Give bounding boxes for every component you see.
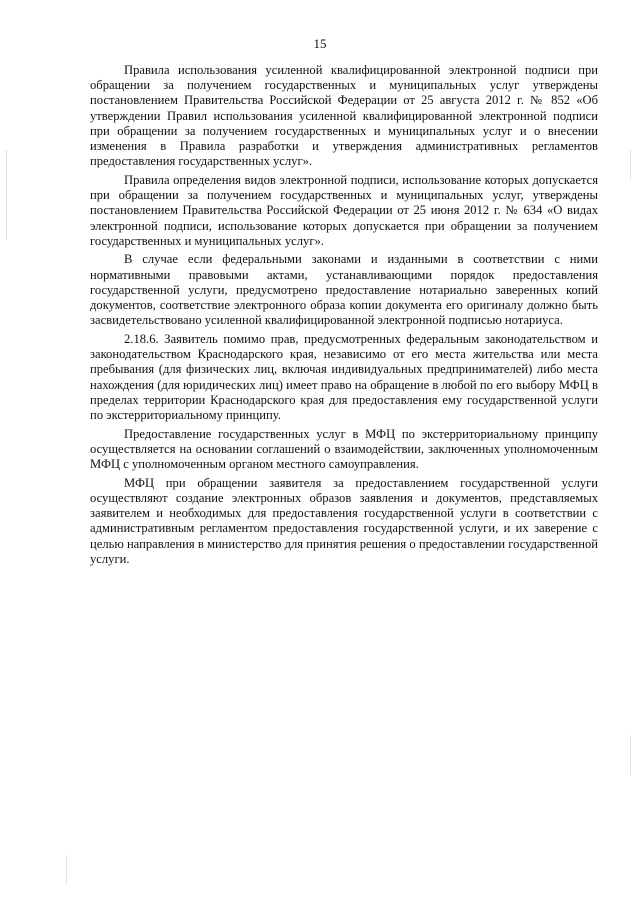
page-number: 15 xyxy=(313,36,327,51)
paragraph-extraterritorial: Предоставление государственных услуг в МФЦ по экстерриториальному принципу осуществляется на основании соглашений о взаимодействии, заключенных уполномоченным МФЦ с уполномоченным органом местного самоуправления. xyxy=(90,426,598,472)
paragraph-mfc-electronic-images: МФЦ при обращении заявителя за предоставлением государственной услуги осуществляют создание электронных образов заявления и документов, представляемых заявителем и необходимых для предоставления государственной услуги в соответствии с административным регламентом предоставления государственной услуги, и их заверение с целью направления в министерство для принятия решения о предоставлении государственной услуги. xyxy=(90,475,598,566)
paragraph-signature-rules: Правила использования усиленной квалифицированной электронной подписи при обращении за получением государственных и муниципальных услуг утверждены постановлением Правительства Российской Федерации от 25 августа 2012 г. № 852 «Об утверждении Правил использования усиленной квалифицированной электронной подписи при обращении за получением государственных и муниципальных услуг и о внесении изменения в Правила разработки и утверждения административных регламентов предоставления государственных услуг». xyxy=(90,63,598,169)
scan-mark-left-lower xyxy=(66,855,67,885)
body-text xyxy=(90,63,598,571)
scan-mark-right-lower xyxy=(630,735,631,775)
scan-mark-left xyxy=(6,150,7,240)
paragraph-applicant-rights: 2.18.6. Заявитель помимо прав, предусмотренных федеральным законодательством и законодательством Краснодарского края, независимо от его места жительства или места пребывания (для физических лиц, включая индивидуальных предпринимателей) либо места нахождения (для юридических лиц) имеет право на обращение в любой по его выбору МФЦ в пределах территории Краснодарского края для предоставления ему государственной услуги по экстерриториальному принципу. xyxy=(90,331,598,422)
scan-mark-right xyxy=(630,150,631,180)
paragraph-notarial-copies: В случае если федеральными законами и изданными в соответствии с ними нормативными правовыми актами, устанавливающими порядок предоставления государственной услуги, предусмотрено предоставление нотариально заверенных копий документов, соответствие электронного образа копии документа его оригиналу должно быть засвидетельствовано усиленной квалифицированной электронной подписью нотариуса. xyxy=(90,252,598,328)
paragraph-signature-types: Правила определения видов электронной подписи, использование которых допускается при обращении за получением государственных и муниципальных услуг, утверждены постановлением Правительства Российской Федерации от 25 июня 2012 г. № 634 «О видах электронной подписи, использование которых допускается при обращении за получением государственных и муниципальных услуг». xyxy=(90,172,598,248)
